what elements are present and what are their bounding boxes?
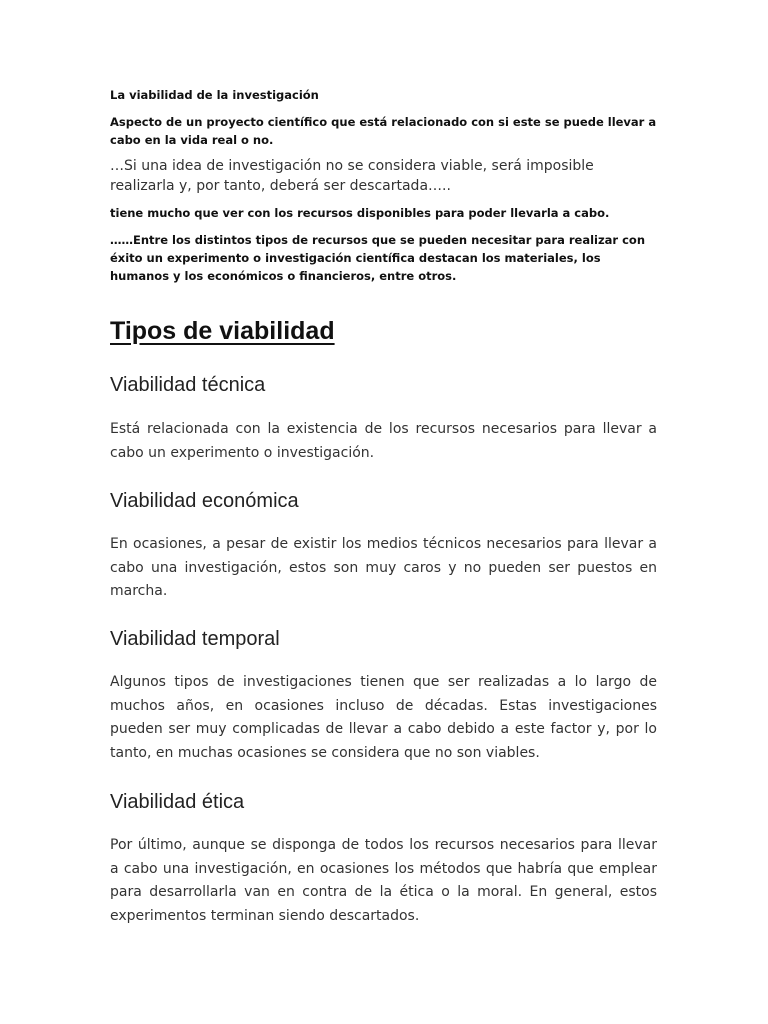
section-title: Tipos de viabilidad	[110, 317, 335, 345]
intro-title: La viabilidad de la investigación	[110, 88, 319, 102]
intro-resources: tiene mucho que ver con los recursos disponibles para poder llevarla a cabo.	[110, 206, 610, 220]
heading-ethical: Viabilidad ética	[110, 791, 245, 813]
body-economic: En ocasiones, a pesar de existir los medios técnicos necesarios para llevar a cabo una investigación, estos son muy caros y no pueden ser puestos en marcha.	[110, 536, 657, 599]
heading-technical: Viabilidad técnica	[110, 374, 266, 396]
heading-economic: Viabilidad económica	[110, 490, 299, 512]
heading-temporal: Viabilidad temporal	[110, 628, 280, 650]
body-technical: Está relacionada con la existencia de los recursos necesarios para llevar a cabo un experimento o investigación.	[110, 421, 657, 461]
intro-definition: Aspecto de un proyecto científico que está relacionado con si este se puede llevar a cabo en la vida real o no.	[110, 115, 657, 147]
intro-quote: …Si una idea de investigación no se considera viable, será imposible realizarla y, por tanto, deberá ser descartada…..	[110, 158, 594, 194]
body-temporal: Algunos tipos de investigaciones tienen que ser realizadas a lo largo de muchos años, en ocasiones incluso de décadas. Estas investigaciones pueden ser muy complicadas de llevar a cabo debido a este factor y, por lo tanto, en muchas ocasiones se considera que no son viables.	[110, 674, 657, 761]
body-ethical: Por último, aunque se disponga de todos los recursos necesarios para llevar a cabo una investigación, en ocasiones los métodos que habría que emplear para desarrollarla van en contra de la ética o la moral. En general, estos experimentos terminan siendo descartados.	[110, 837, 657, 924]
intro-resource-types: ……Entre los distintos tipos de recursos que se pueden necesitar para realizar con éxito un experimento o investigación científica destacan los materiales, los humanos y los económicos o financieros, entre otros.	[110, 233, 646, 283]
